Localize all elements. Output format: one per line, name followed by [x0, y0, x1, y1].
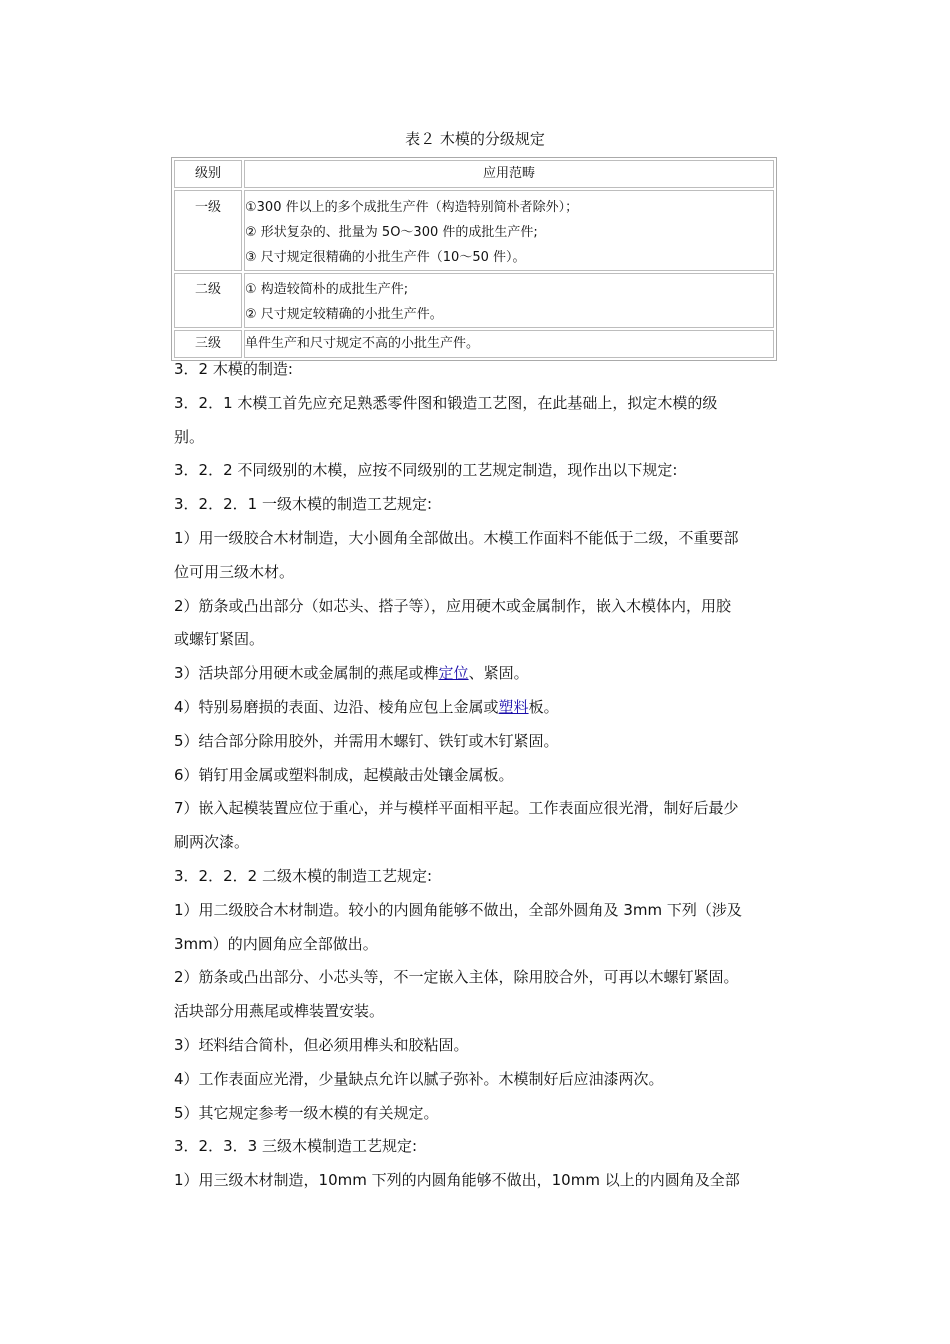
scope-item: 单件生产和尺寸规定不高的小批生产件。 — [245, 336, 480, 351]
table-caption: 表２ 木模的分级规定 — [405, 130, 545, 148]
paragraph-line: 2）筋条或凸出部分、小芯头等，不一定嵌入主体，除用胶合外，可再以木螺钉紧固。 — [174, 968, 739, 987]
paragraph-line: 活块部分用燕尾或榫装置安装。 — [174, 1002, 385, 1021]
paragraph-line: 4）工作表面应光滑，少量缺点允许以腻子弥补。木模制好后应油漆两次。 — [174, 1069, 664, 1088]
level-cell: 二级 — [174, 273, 242, 328]
paragraph-line: 1）用二级胶合木材制造。较小的内圆角能够不做出，全部外圆角及 3mm 下列（涉及 — [174, 900, 742, 919]
section-heading: 3．2．2．1 一级木模的制造工艺规定: — [174, 495, 432, 514]
paragraph-line: 3mm）的内圆角应全部做出。 — [174, 934, 378, 953]
paragraph-line: 别。 — [174, 427, 205, 446]
level-cell: 一级 — [174, 190, 242, 271]
section-heading: 3．2 木模的制造: — [174, 360, 293, 378]
paragraph-line — [174, 657, 778, 691]
text-fragment: 3）活块部分用硬木或金属制的燕尾或榫 — [174, 664, 439, 683]
table-row — [174, 273, 774, 328]
paragraph-line — [174, 691, 778, 725]
text-fragment: 、紧固。 — [468, 664, 529, 683]
paragraph-line: 2）筋条或凸出部分（如芯头、搭子等），应用硬木或金属制作，嵌入木模体内，用胶 — [174, 596, 732, 615]
table-row — [174, 190, 774, 271]
scope-item: ①300 件以上的多个成批生产件（构造特别简朴者除外）； — [245, 200, 579, 215]
section-heading: 3．2．2．2 二级木模的制造工艺规定: — [174, 866, 432, 885]
text-fragment: 板。 — [528, 697, 559, 716]
link-positioning[interactable]: 定位 — [438, 664, 469, 683]
paragraph-line: 1）用三级木材制造，10mm 下列的内圆角能够不做出，10mm 以上的内圆角及全部 — [174, 1171, 740, 1190]
paragraph-line: 刷两次漆。 — [174, 833, 250, 852]
scope-item: ③ 尺寸规定很精确的小批生产件（10～50 件）。 — [245, 250, 526, 265]
scope-item: ① 构造较简朴的成批生产件; — [245, 282, 409, 297]
paragraph-line: 7）嵌入起模装置应位于重心，并与模样平面相平起。工作表面应很光滑，制好后最少 — [174, 799, 739, 818]
table-header-row — [174, 160, 774, 188]
link-plastic[interactable]: 塑料 — [498, 697, 529, 716]
scope-item: ② 尺寸规定较精确的小批生产件。 — [245, 307, 443, 322]
paragraph-line: 或螺钉紧固。 — [174, 630, 265, 649]
scope-cell — [244, 190, 774, 271]
paragraph-line: 3）坯料结合简朴，但必须用榫头和胶粘固。 — [174, 1035, 469, 1054]
paragraph-line: 位可用三级木材。 — [174, 562, 295, 581]
paragraph-line: 5）结合部分除用胶外，并需用木螺钉、铁钉或木钉紧固。 — [174, 731, 559, 750]
scope-cell — [244, 273, 774, 328]
section-heading: 3．2．3．3 三级木模制造工艺规定: — [174, 1137, 417, 1156]
header-level: 级别 — [174, 160, 242, 188]
paragraph-line: 1）用一级胶合木材制造，大小圆角全部做出。木模工作面料不能低于二级，不重要部 — [174, 528, 739, 547]
body-text — [174, 353, 778, 1198]
text-fragment: 4）特别易磨损的表面、边沿、棱角应包上金属或 — [174, 697, 499, 716]
paragraph-line: 3．2．2 不同级别的木模，应按不同级别的工艺规定制造，现作出以下规定: — [174, 461, 678, 480]
header-scope: 应用范畴 — [244, 160, 774, 188]
scope-item: ② 形状复杂的、批量为 5O～300 件的成批生产件; — [245, 225, 538, 240]
level-cell: 三级 — [174, 330, 242, 358]
grade-table — [171, 157, 777, 361]
paragraph-line: 5）其它规定参考一级木模的有关规定。 — [174, 1103, 439, 1122]
paragraph-line: 6）销钉用金属或塑料制成，起模敲击处镶金属板。 — [174, 765, 514, 784]
paragraph-line: 3．2．1 木模工首先应充足熟悉零件图和锻造工艺图，在此基础上，拟定木模的级 — [174, 393, 718, 412]
